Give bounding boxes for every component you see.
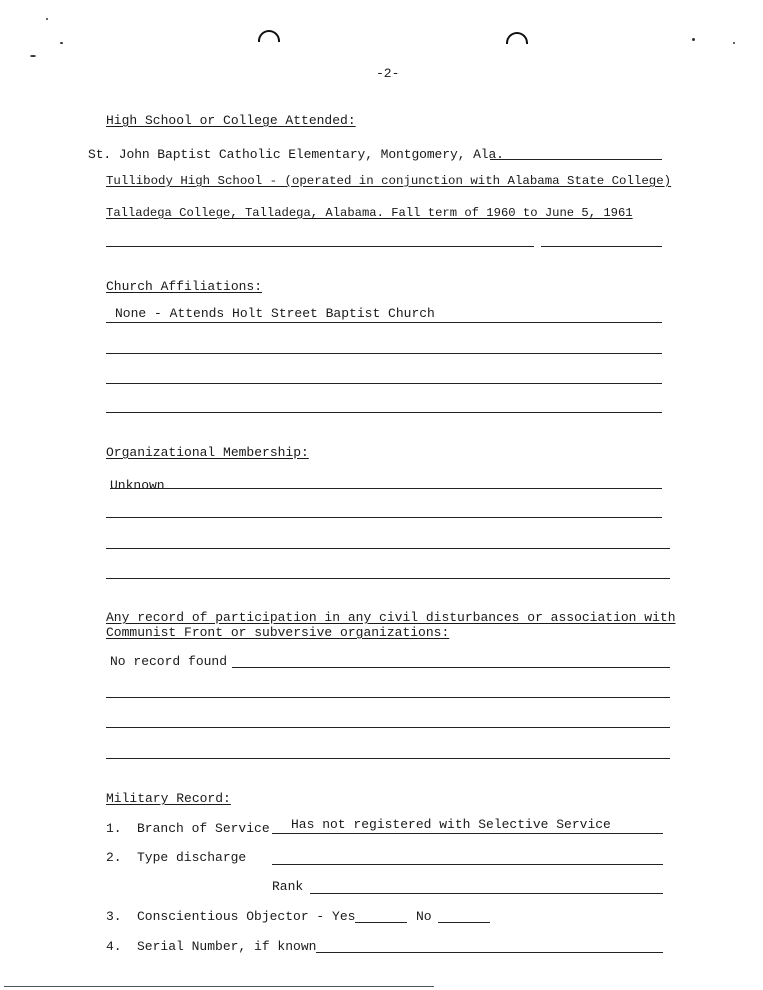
disturbances-line-3 <box>106 727 670 728</box>
military-serial-label: Serial Number, if known <box>137 939 317 954</box>
military-heading: Military Record: <box>106 791 231 806</box>
military-branch-line <box>272 833 663 834</box>
military-objector-no-line <box>438 922 490 923</box>
organization-heading: Organizational Membership: <box>106 445 309 460</box>
military-discharge-label: Type discharge <box>137 850 247 865</box>
school-heading: High School or College Attended: <box>106 113 356 128</box>
military-serial-number: 4. <box>106 939 122 954</box>
church-line-1 <box>106 322 662 323</box>
military-rank-line <box>310 893 663 894</box>
school-line-blank-2 <box>541 246 662 247</box>
school-entry-2: Tullibody High School - (operated in conjunction with Alabama State College) <box>106 174 672 188</box>
military-serial-line <box>316 952 663 953</box>
disturbances-entry: No record found <box>110 654 228 669</box>
disturbances-line-4 <box>106 758 670 759</box>
page-number: -2- <box>376 66 400 81</box>
school-line-blank <box>106 246 534 247</box>
military-branch-label: Branch of Service <box>137 821 270 836</box>
military-discharge-line <box>272 864 663 865</box>
disturbances-heading-line2: Communist Front or subversive organizations: <box>106 625 450 640</box>
speck-mark <box>692 38 695 41</box>
church-line-4 <box>106 412 662 413</box>
school-line-1 <box>490 159 662 160</box>
speck-mark <box>733 42 735 44</box>
organization-entry: Unknown <box>110 478 165 493</box>
disturbances-line-1 <box>232 667 670 668</box>
church-entry: None - Attends Holt Street Baptist Church <box>115 306 435 321</box>
speck-mark <box>60 42 63 44</box>
military-objector-number: 3. <box>106 909 122 924</box>
school-entry-1: St. John Baptist Catholic Elementary, Montgomery, Ala. <box>88 147 504 162</box>
disturbances-heading-line1: Any record of participation in any civil disturbances or association with <box>106 610 676 625</box>
punch-hole-left <box>258 30 280 42</box>
church-line-2 <box>106 353 662 354</box>
page-bottom-edge <box>4 986 434 987</box>
military-objector-no-label: No <box>416 909 432 924</box>
disturbances-line-2 <box>106 697 670 698</box>
organization-line-1 <box>110 488 662 489</box>
punch-hole-right <box>506 32 528 44</box>
organization-line-2 <box>106 517 662 518</box>
military-objector-yes-line <box>355 922 407 923</box>
organization-line-3 <box>106 548 670 549</box>
church-line-3 <box>106 383 662 384</box>
school-entry-3: Talladega College, Talladega, Alabama. Fall term of 1960 to June 5, 1961 <box>106 206 633 220</box>
military-objector-label: Conscientious Objector - Yes <box>137 909 356 924</box>
church-heading: Church Affiliations: <box>106 279 263 294</box>
military-branch-number: 1. <box>106 821 122 836</box>
organization-line-4 <box>106 578 670 579</box>
military-branch-value: Has not registered with Selective Service <box>291 817 611 832</box>
military-rank-label: Rank <box>272 879 304 894</box>
military-discharge-number: 2. <box>106 850 122 865</box>
speck-mark <box>46 18 48 20</box>
speck-mark <box>30 55 36 57</box>
